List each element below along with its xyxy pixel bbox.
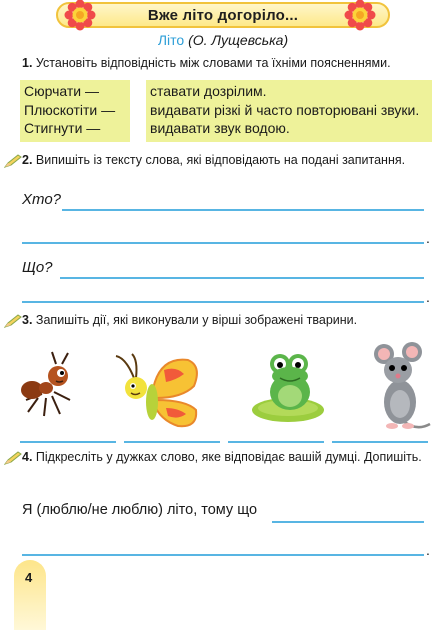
- question-who: Хто?: [22, 191, 62, 208]
- pencil-icon: [4, 154, 22, 168]
- task-text: Підкресліть у дужках слово, яке відповідає вашій думці. Допишіть.: [35, 450, 422, 464]
- answer-line-mouse[interactable]: [332, 441, 428, 443]
- answer-line[interactable]: [60, 277, 424, 279]
- words-column: [20, 80, 130, 142]
- task-number: 2.: [22, 153, 33, 167]
- task-number: 3.: [22, 313, 33, 327]
- title-banner: [56, 2, 390, 28]
- meanings-column: [146, 80, 432, 142]
- word-item: Стигнути —: [24, 120, 101, 136]
- word-item: Сюрчати —: [24, 83, 99, 99]
- flower-icon: [64, 0, 96, 31]
- task-number: 4.: [22, 450, 33, 464]
- mouse-icon: [372, 342, 432, 432]
- pencil-icon: [4, 314, 22, 328]
- task-2-instruction: [22, 153, 405, 168]
- answer-line-butterfly[interactable]: [124, 441, 220, 443]
- poem-title: Літо: [157, 32, 185, 48]
- task-text: Установіть відповідність між словами та їхніми поясненнями.: [35, 56, 391, 70]
- task-4-instruction: [22, 450, 422, 465]
- meaning-item: ставати дозрілим.: [150, 83, 267, 99]
- poem-author: (О. Лущевська): [188, 32, 289, 48]
- task-1-instruction: [22, 56, 391, 71]
- period-mark: .: [426, 542, 430, 558]
- task-3-instruction: [22, 313, 357, 328]
- page-number: 4: [25, 570, 33, 585]
- task-text: Запишіть дії, які виконували у вірші зображені тварини.: [35, 313, 358, 327]
- poem-subtitle: [0, 32, 446, 48]
- ant-icon: [18, 350, 78, 424]
- task-number: 1.: [22, 56, 33, 70]
- sentence-prompt: Я (люблю/не люблю) літо, тому що: [22, 502, 258, 518]
- question-what: Що?: [22, 259, 53, 276]
- word-item: Плюскотіти —: [24, 101, 116, 118]
- frog-icon: [250, 350, 326, 424]
- answer-line[interactable]: [22, 242, 424, 244]
- answer-line[interactable]: [22, 301, 424, 303]
- answer-line[interactable]: [62, 209, 424, 211]
- period-mark: .: [426, 230, 430, 246]
- answer-line[interactable]: [272, 521, 424, 523]
- meaning-item: видавати звук водою.: [150, 120, 290, 136]
- butterfly-icon: [106, 352, 204, 432]
- pencil-icon: [4, 451, 22, 465]
- flower-icon: [344, 0, 376, 31]
- page-title: Вже літо догоріло...: [147, 6, 299, 24]
- period-mark: .: [426, 289, 430, 305]
- task-text: Випишіть із тексту слова, які відповідають на подані запитання.: [35, 153, 406, 167]
- answer-line-frog[interactable]: [228, 441, 324, 443]
- meaning-item: видавати різкі й часто повторювані звуки.: [150, 101, 420, 118]
- answer-line-ant[interactable]: [20, 441, 116, 443]
- answer-line[interactable]: [22, 554, 424, 556]
